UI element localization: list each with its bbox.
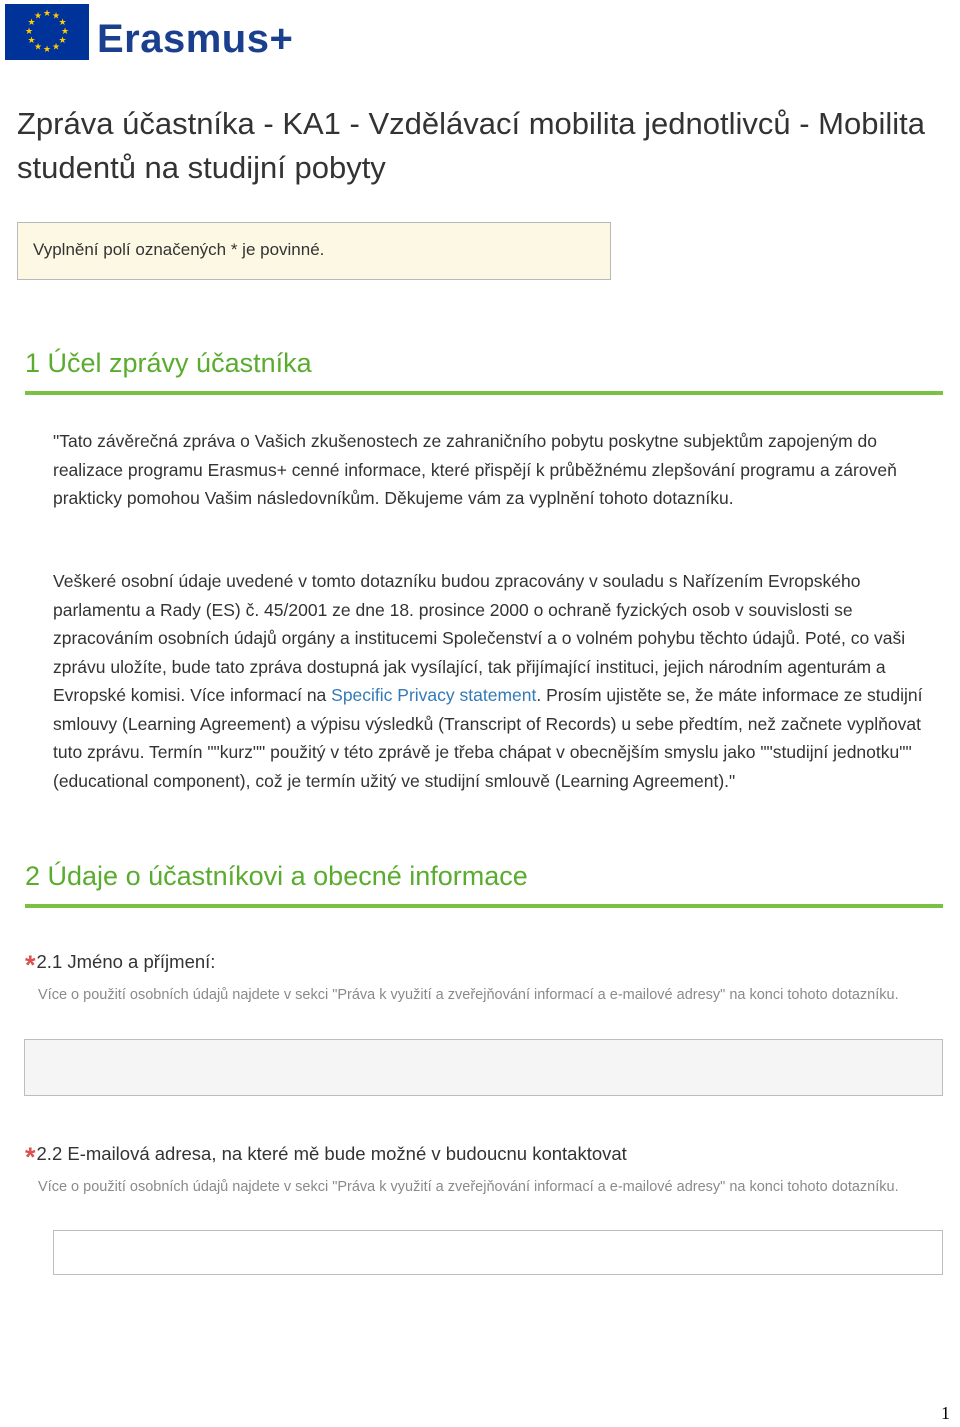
- svg-text:★: ★: [58, 18, 67, 28]
- question-2-2-text: 2.2 E-mailová adresa, na které mě bude možné v budoucnu kontaktovat: [36, 1143, 627, 1164]
- svg-text:★: ★: [33, 11, 43, 22]
- page-number: 1: [941, 1403, 950, 1423]
- question-2-1-label: [25, 950, 215, 981]
- svg-text:★: ★: [51, 42, 61, 53]
- required-asterisk: *: [25, 950, 36, 980]
- question-2-1-help: Více o použití osobních údajů najdete v sekci "Práva k využití a zveřejňování informací a e-mailové adresy" na konci tohoto dotazníku.: [38, 987, 899, 1003]
- section-1-title: 1 Účel zprávy účastníka: [25, 348, 943, 395]
- brand-name: Erasmus+: [97, 16, 294, 61]
- erasmus-logo: [5, 2, 293, 62]
- svg-text:★: ★: [27, 18, 36, 28]
- svg-text:★: ★: [42, 45, 52, 55]
- question-2-2-label: [25, 1142, 627, 1173]
- eu-flag-icon: [5, 4, 89, 60]
- svg-text:★: ★: [24, 27, 34, 37]
- svg-text:★: ★: [58, 36, 67, 46]
- required-asterisk: *: [25, 1142, 36, 1172]
- svg-text:★: ★: [51, 11, 61, 22]
- svg-text:★: ★: [42, 9, 52, 19]
- intro-paragraph-2: [53, 567, 943, 795]
- svg-text:★: ★: [33, 42, 43, 53]
- form-title: Zpráva účastníka - KA1 - Vzdělávací mobilita jednotlivců - Mobilita studentů na studijní pobyty: [17, 106, 926, 185]
- privacy-statement-link[interactable]: Specific Privacy statement: [331, 685, 537, 705]
- question-2-2-help: Více o použití osobních údajů najdete v sekci "Práva k využití a zveřejňování informací a e-mailové adresy" na konci tohoto dotazníku.: [38, 1179, 899, 1195]
- question-2-1-text: 2.1 Jméno a příjmení:: [36, 951, 216, 972]
- email-input[interactable]: [53, 1230, 943, 1275]
- svg-text:★: ★: [60, 27, 70, 37]
- intro-paragraph-2-start: Veškeré osobní údaje uvedené v tomto dotazníku budou zpracovány v souladu s Nařízením Evropského parlamentu a Rady (ES) č. 45/2001 ze dne 18. prosince 2000 o ochraně fyzických osob v souvislosti se zpracováním osobních údajů orgány a institucemi Společenství a o volném pohybu těchto údajů. Poté, co vaši zprávu uložíte, bude tato zpráva dostupná jak vysílající, tak přijímající instituci, jejich národním agenturám a Evropské komisi. Více informací na: [53, 571, 906, 705]
- section-2-title: 2 Údaje o účastníkovi a obecné informace: [25, 861, 943, 908]
- required-fields-notice: Vyplnění polí označených * je povinné.: [17, 222, 611, 280]
- svg-text:★: ★: [27, 36, 36, 46]
- intro-paragraph-2-end: . Prosím ujistěte se, že máte informace ze studijní smlouvy (Learning Agreement) a výpisu výsledků (Transcript of Records) u sebe předtím, než začnete vyplňovat tuto zprávu. Termín ""kurz"" použitý v této zprávě je třeba chápat v obecnějším smyslu jako ""studijní jednotku"" (educational component), což je termín užitý ve studijní smlouvě (Learning Agreement).": [53, 685, 923, 791]
- full-name-input[interactable]: [24, 1039, 943, 1096]
- intro-paragraph-1: "Tato závěrečná zpráva o Vašich zkušenostech ze zahraničního pobytu poskytne subjektům zapojeným do realizace programu Erasmus+ cenné informace, které přispějí k průběžnému zlepšování programu a zároveň prakticky pomohou Vašim následovníkům. Děkujeme vám za vyplnění tohoto dotazníku.: [53, 431, 897, 508]
